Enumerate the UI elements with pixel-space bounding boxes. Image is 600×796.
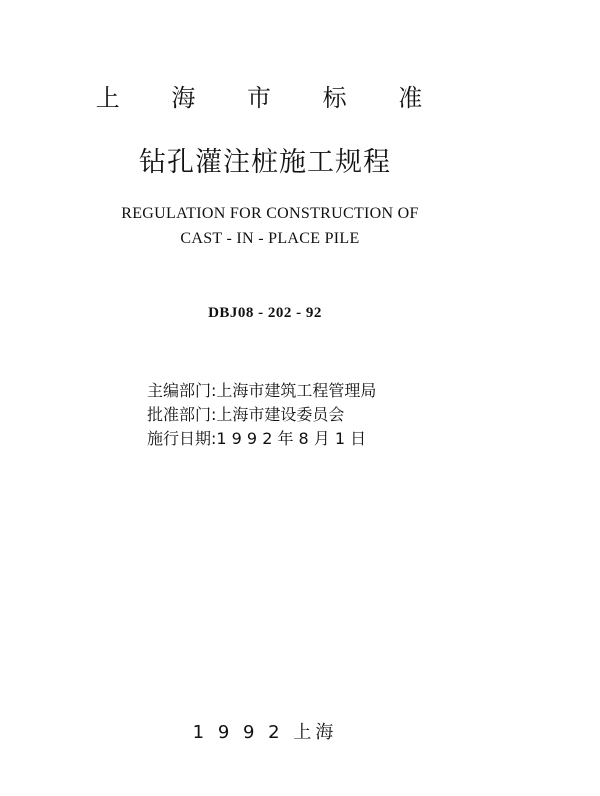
standard-code: DBJ08 - 202 - 92	[208, 305, 322, 321]
english-title-line-2: CAST - IN - PLACE PILE	[180, 230, 360, 247]
chinese-title: 钻孔灌注桩施工规程	[139, 147, 391, 178]
effective-date: 施行日期:1 9 9 2 年 8 月 1 日	[147, 429, 367, 448]
standard-series-label: 上 海 市 标 准	[95, 84, 445, 112]
publication-footer: 1 9 9 2 上海	[192, 722, 338, 743]
english-title-line-1: REGULATION FOR CONSTRUCTION OF	[121, 205, 419, 222]
approving-department: 批准部门:上海市建设委员会	[147, 405, 345, 424]
editing-department: 主编部门:上海市建筑工程管理局	[147, 381, 377, 400]
